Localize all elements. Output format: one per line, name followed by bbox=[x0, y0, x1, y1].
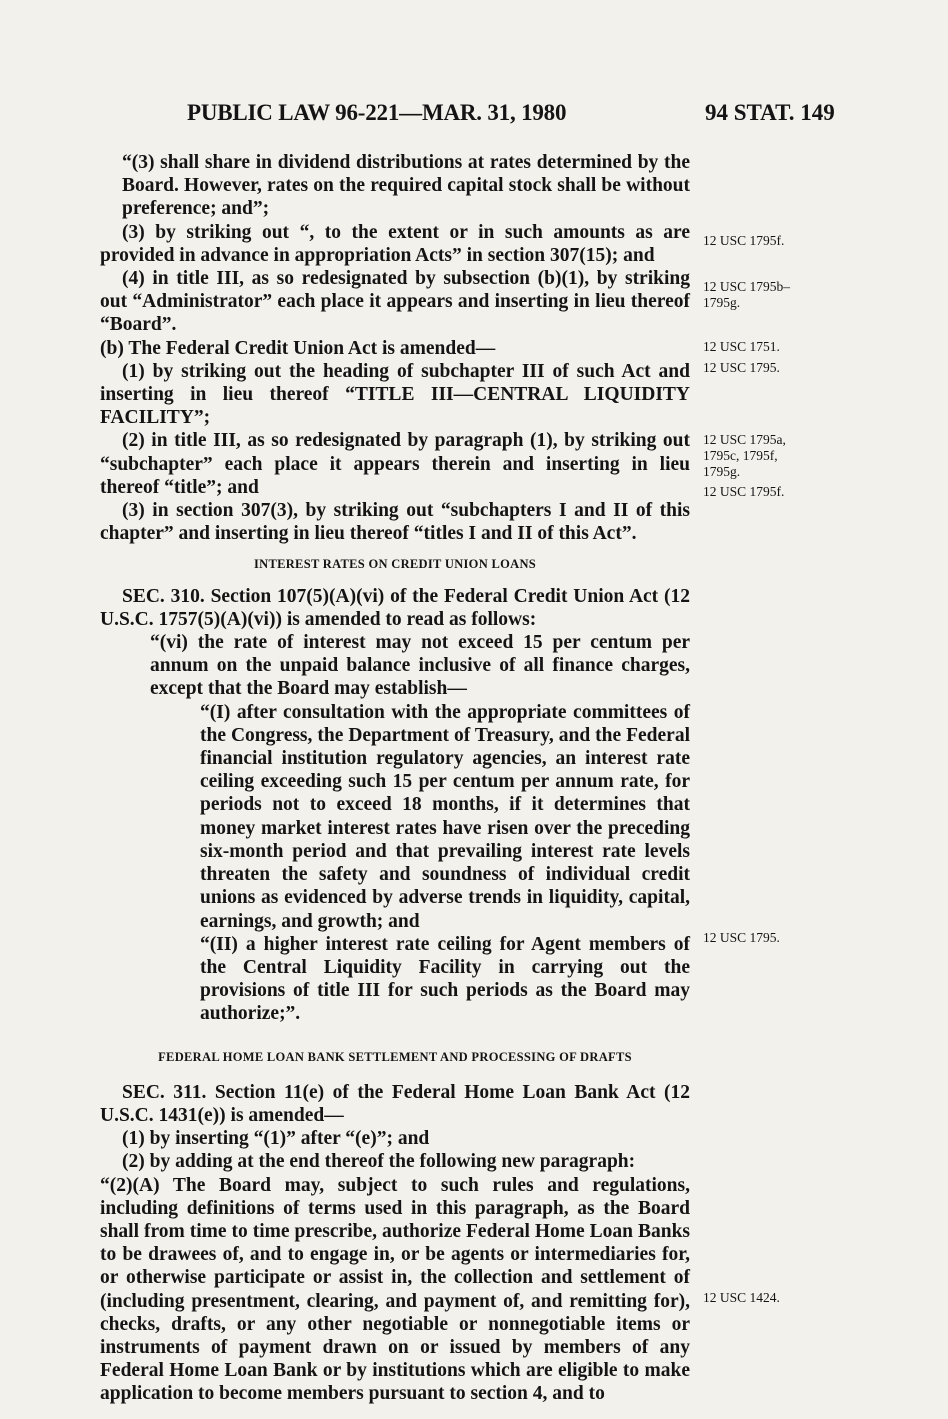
paragraph: (1) by inserting “(1)” after “(e)”; and bbox=[122, 1128, 430, 1150]
quoted-subparagraph: “(I) after consultation with the appropriate committees of the Congress, the Department of Treasury, and the Federal financial institution regulatory agencies, an interest rate ceiling exceeding such 15 per centum per annum rate, for periods not to exceed 18 months, if it determines that money market interest rates have risen over the preceding six-month period and that prevailing interest rate levels threaten the safety and soundness of individual credit unions as evidenced by adverse trends in liquidity, capital, earnings, and growth; and bbox=[200, 701, 690, 932]
running-header-title: PUBLIC LAW 96-221—MAR. 31, 1980 bbox=[187, 100, 567, 125]
quoted-paragraph: “(2)(A) The Board may, subject to such rules and regulations, including definitions of terms used in this paragraph, as the Board shall from time to time prescribe, authorize Federal Home Loan Banks to be drawees of, and to engage in, or be agents or intermediaries for, or otherwise participate or assist in, the collection and settlement of (including presentment, clearing, and payment of, and remitting for), checks, drafts, or any other negotiable or nonnegotiable items or instruments of payment drawn on or issued by members of any Federal Home Loan Bank or by institutions which are eligible to make application to become members pursuant to section 4, and to bbox=[100, 1174, 690, 1405]
paragraph: (1) by striking out the heading of subchapter III of such Act and inserting in lieu thereof “TITLE III—CENTRAL LIQUIDITY FACILITY”; bbox=[100, 360, 690, 429]
section-paragraph: SEC. 311. Section 11(e) of the Federal Home Loan Bank Act (12 U.S.C. 1431(e)) is amended— bbox=[100, 1081, 690, 1126]
section-heading: FEDERAL HOME LOAN BANK SETTLEMENT AND PROCESSING OF DRAFTS bbox=[158, 1049, 632, 1064]
margin-note: 12 USC 1795a, 1795c, 1795f, 1795g. bbox=[703, 432, 786, 479]
section-paragraph: SEC. 310. Section 107(5)(A)(vi) of the Federal Credit Union Act (12 U.S.C. 1757(5)(A)(vi)) is amended to read as follows: bbox=[100, 585, 690, 630]
margin-note: 12 USC 1795. bbox=[703, 360, 780, 375]
paragraph: (4) in title III, as so redesignated by subsection (b)(1), by striking out “Administrator” each place it appears and inserting in lieu thereof “Board”. bbox=[100, 268, 690, 336]
quoted-paragraph: “(vi) the rate of interest may not exceed 15 per centum per annum on the unpaid balance inclusive of all finance charges, except that the Board may establish— bbox=[150, 632, 690, 700]
margin-note: 12 USC 1751. bbox=[703, 339, 780, 354]
quoted-subparagraph: “(II) a higher interest rate ceiling for Agent members of the Central Liquidity Facility in carrying out the provisions of title III for such periods as the Board may authorize;”. bbox=[200, 933, 690, 1025]
section-heading: INTEREST RATES ON CREDIT UNION LOANS bbox=[253, 557, 537, 572]
paragraph: “(3) shall share in dividend distributions at rates determined by the Board. However, rates on the required capital stock shall be without preference; and”; bbox=[122, 152, 690, 220]
paragraph: (2) in title III, as so redesignated by paragraph (1), by striking out “subchapter” each place it appears therein and inserting in lieu thereof “title”; and bbox=[100, 430, 690, 498]
page-body bbox=[100, 151, 690, 1406]
paragraph: (3) in section 307(3), by striking out “subchapters I and II of this chapter” and inserting in lieu thereof “titles I and II of this Act”. bbox=[100, 500, 690, 545]
margin-note: 12 USC 1424. bbox=[703, 1290, 780, 1305]
margin-note: 12 USC 1795b–1795g. bbox=[703, 279, 791, 310]
paragraph: (b) The Federal Credit Union Act is amended— bbox=[100, 337, 496, 359]
margin-note: 12 USC 1795f. bbox=[703, 484, 785, 499]
paragraph: (3) by striking out “, to the extent or in such amounts as are provided in advance in appropriation Acts” in section 307(15); and bbox=[100, 221, 690, 266]
running-header-page: 94 STAT. 149 bbox=[705, 100, 835, 125]
margin-note: 12 USC 1795. bbox=[703, 930, 780, 945]
margin-note: 12 USC 1795f. bbox=[703, 233, 785, 248]
paragraph: (2) by adding at the end thereof the following new paragraph: bbox=[122, 1151, 636, 1173]
